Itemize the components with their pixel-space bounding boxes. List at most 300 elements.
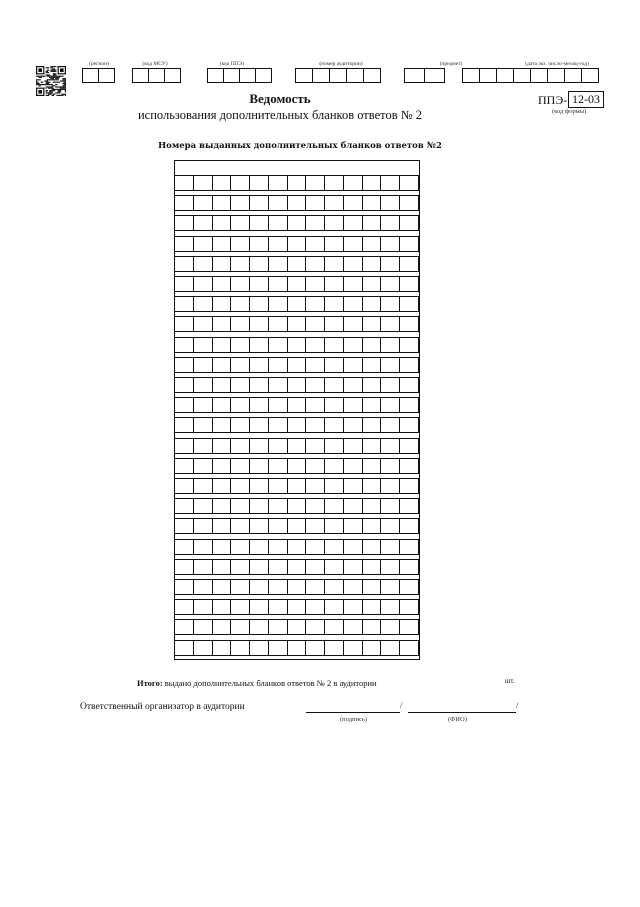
number-digit-box[interactable] xyxy=(381,398,400,412)
number-digit-box[interactable] xyxy=(175,439,194,453)
number-row[interactable] xyxy=(175,256,419,272)
number-digit-box[interactable] xyxy=(250,297,269,311)
number-digit-box[interactable] xyxy=(344,580,363,594)
number-digit-box[interactable] xyxy=(194,216,213,230)
number-digit-box[interactable] xyxy=(194,257,213,271)
number-digit-box[interactable] xyxy=(344,237,363,251)
number-digit-box[interactable] xyxy=(175,479,194,493)
number-digit-box[interactable] xyxy=(325,519,344,533)
number-digit-box[interactable] xyxy=(231,600,250,614)
number-digit-box[interactable] xyxy=(231,560,250,574)
number-digit-box[interactable] xyxy=(231,277,250,291)
number-digit-box[interactable] xyxy=(344,277,363,291)
number-digit-box[interactable] xyxy=(269,540,288,554)
number-digit-box[interactable] xyxy=(175,560,194,574)
number-digit-box[interactable] xyxy=(306,358,325,372)
number-digit-box[interactable] xyxy=(175,338,194,352)
number-digit-box[interactable] xyxy=(175,176,194,190)
number-row[interactable] xyxy=(175,377,419,393)
number-digit-box[interactable] xyxy=(288,540,307,554)
number-digit-box[interactable] xyxy=(363,499,382,513)
number-digit-box[interactable] xyxy=(363,277,382,291)
number-digit-box[interactable] xyxy=(306,459,325,473)
number-digit-box[interactable] xyxy=(363,479,382,493)
number-digit-box[interactable] xyxy=(194,378,213,392)
number-digit-box[interactable] xyxy=(344,479,363,493)
number-digit-box[interactable] xyxy=(250,176,269,190)
number-digit-box[interactable] xyxy=(325,358,344,372)
number-digit-box[interactable] xyxy=(344,338,363,352)
number-digit-box[interactable] xyxy=(306,439,325,453)
digit-box[interactable] xyxy=(312,68,330,83)
number-row[interactable] xyxy=(175,518,419,534)
number-row[interactable] xyxy=(175,276,419,292)
number-digit-box[interactable] xyxy=(194,479,213,493)
number-digit-box[interactable] xyxy=(400,277,419,291)
number-digit-box[interactable] xyxy=(363,459,382,473)
number-digit-box[interactable] xyxy=(250,237,269,251)
number-row[interactable] xyxy=(175,498,419,514)
number-digit-box[interactable] xyxy=(194,560,213,574)
number-digit-box[interactable] xyxy=(213,641,232,655)
digit-box[interactable] xyxy=(132,68,149,83)
digit-box[interactable] xyxy=(547,68,565,83)
number-digit-box[interactable] xyxy=(269,338,288,352)
number-digit-box[interactable] xyxy=(288,620,307,634)
number-digit-box[interactable] xyxy=(213,580,232,594)
number-digit-box[interactable] xyxy=(306,540,325,554)
number-digit-box[interactable] xyxy=(213,196,232,210)
number-digit-box[interactable] xyxy=(363,620,382,634)
number-digit-box[interactable] xyxy=(381,499,400,513)
number-digit-box[interactable] xyxy=(269,297,288,311)
number-digit-box[interactable] xyxy=(250,459,269,473)
number-digit-box[interactable] xyxy=(250,519,269,533)
number-digit-box[interactable] xyxy=(325,257,344,271)
exam-date-field[interactable] xyxy=(462,68,599,83)
number-digit-box[interactable] xyxy=(288,257,307,271)
number-digit-box[interactable] xyxy=(231,196,250,210)
number-digit-box[interactable] xyxy=(175,499,194,513)
number-digit-box[interactable] xyxy=(306,418,325,432)
number-row[interactable] xyxy=(175,458,419,474)
number-digit-box[interactable] xyxy=(325,600,344,614)
number-digit-box[interactable] xyxy=(363,257,382,271)
digit-box[interactable] xyxy=(462,68,480,83)
digit-box[interactable] xyxy=(295,68,313,83)
number-digit-box[interactable] xyxy=(213,317,232,331)
number-digit-box[interactable] xyxy=(175,196,194,210)
digit-box[interactable] xyxy=(98,68,115,83)
digit-box[interactable] xyxy=(329,68,347,83)
number-digit-box[interactable] xyxy=(288,176,307,190)
number-digit-box[interactable] xyxy=(400,297,419,311)
number-digit-box[interactable] xyxy=(231,439,250,453)
number-row[interactable] xyxy=(175,357,419,373)
number-digit-box[interactable] xyxy=(400,418,419,432)
number-digit-box[interactable] xyxy=(288,459,307,473)
number-digit-box[interactable] xyxy=(288,297,307,311)
number-digit-box[interactable] xyxy=(381,459,400,473)
digit-box[interactable] xyxy=(82,68,99,83)
number-digit-box[interactable] xyxy=(306,216,325,230)
number-digit-box[interactable] xyxy=(231,338,250,352)
signature-field[interactable] xyxy=(306,700,403,713)
number-digit-box[interactable] xyxy=(381,439,400,453)
number-digit-box[interactable] xyxy=(231,580,250,594)
digit-box[interactable] xyxy=(581,68,599,83)
digit-box[interactable] xyxy=(148,68,165,83)
number-digit-box[interactable] xyxy=(381,297,400,311)
number-digit-box[interactable] xyxy=(250,338,269,352)
number-digit-box[interactable] xyxy=(400,620,419,634)
digit-box[interactable] xyxy=(239,68,256,83)
number-digit-box[interactable] xyxy=(175,580,194,594)
number-digit-box[interactable] xyxy=(325,620,344,634)
number-digit-box[interactable] xyxy=(269,600,288,614)
number-digit-box[interactable] xyxy=(269,358,288,372)
number-digit-box[interactable] xyxy=(363,641,382,655)
number-digit-box[interactable] xyxy=(363,317,382,331)
number-row[interactable] xyxy=(175,417,419,433)
number-digit-box[interactable] xyxy=(381,358,400,372)
number-digit-box[interactable] xyxy=(344,560,363,574)
number-digit-box[interactable] xyxy=(231,418,250,432)
number-digit-box[interactable] xyxy=(213,176,232,190)
number-digit-box[interactable] xyxy=(194,439,213,453)
number-row[interactable] xyxy=(175,215,419,231)
number-digit-box[interactable] xyxy=(306,600,325,614)
number-digit-box[interactable] xyxy=(269,378,288,392)
number-digit-box[interactable] xyxy=(363,237,382,251)
number-digit-box[interactable] xyxy=(175,540,194,554)
number-digit-box[interactable] xyxy=(306,196,325,210)
number-digit-box[interactable] xyxy=(213,418,232,432)
number-digit-box[interactable] xyxy=(344,641,363,655)
number-row[interactable] xyxy=(175,438,419,454)
number-digit-box[interactable] xyxy=(381,641,400,655)
number-digit-box[interactable] xyxy=(288,237,307,251)
number-digit-box[interactable] xyxy=(269,237,288,251)
number-digit-box[interactable] xyxy=(288,378,307,392)
number-digit-box[interactable] xyxy=(363,338,382,352)
number-digit-box[interactable] xyxy=(175,641,194,655)
number-digit-box[interactable] xyxy=(231,499,250,513)
number-digit-box[interactable] xyxy=(288,499,307,513)
number-digit-box[interactable] xyxy=(231,358,250,372)
number-digit-box[interactable] xyxy=(306,297,325,311)
number-digit-box[interactable] xyxy=(231,540,250,554)
number-digit-box[interactable] xyxy=(269,418,288,432)
digit-box[interactable] xyxy=(346,68,364,83)
number-row[interactable] xyxy=(175,316,419,332)
number-digit-box[interactable] xyxy=(400,600,419,614)
number-digit-box[interactable] xyxy=(363,418,382,432)
digit-box[interactable] xyxy=(530,68,548,83)
room-number-field[interactable] xyxy=(295,68,381,83)
number-digit-box[interactable] xyxy=(213,540,232,554)
number-digit-box[interactable] xyxy=(288,439,307,453)
number-digit-box[interactable] xyxy=(325,297,344,311)
number-digit-box[interactable] xyxy=(231,216,250,230)
number-digit-box[interactable] xyxy=(213,499,232,513)
number-digit-box[interactable] xyxy=(400,338,419,352)
number-digit-box[interactable] xyxy=(288,600,307,614)
number-digit-box[interactable] xyxy=(194,277,213,291)
number-digit-box[interactable] xyxy=(400,439,419,453)
number-digit-box[interactable] xyxy=(400,378,419,392)
number-digit-box[interactable] xyxy=(400,479,419,493)
number-digit-box[interactable] xyxy=(213,277,232,291)
number-digit-box[interactable] xyxy=(194,317,213,331)
number-digit-box[interactable] xyxy=(250,358,269,372)
number-digit-box[interactable] xyxy=(288,519,307,533)
number-digit-box[interactable] xyxy=(344,540,363,554)
number-digit-box[interactable] xyxy=(288,641,307,655)
number-digit-box[interactable] xyxy=(381,540,400,554)
number-digit-box[interactable] xyxy=(269,216,288,230)
number-digit-box[interactable] xyxy=(363,297,382,311)
number-digit-box[interactable] xyxy=(363,600,382,614)
number-digit-box[interactable] xyxy=(231,519,250,533)
number-digit-box[interactable] xyxy=(231,620,250,634)
number-digit-box[interactable] xyxy=(175,418,194,432)
number-digit-box[interactable] xyxy=(175,297,194,311)
number-row[interactable] xyxy=(175,579,419,595)
number-digit-box[interactable] xyxy=(231,317,250,331)
number-row[interactable] xyxy=(175,175,419,191)
number-digit-box[interactable] xyxy=(400,641,419,655)
number-digit-box[interactable] xyxy=(400,257,419,271)
number-digit-box[interactable] xyxy=(269,277,288,291)
number-row[interactable] xyxy=(175,559,419,575)
number-digit-box[interactable] xyxy=(288,560,307,574)
number-digit-box[interactable] xyxy=(231,479,250,493)
number-digit-box[interactable] xyxy=(250,479,269,493)
number-digit-box[interactable] xyxy=(269,519,288,533)
number-digit-box[interactable] xyxy=(344,317,363,331)
full-name-field[interactable] xyxy=(408,700,519,713)
number-digit-box[interactable] xyxy=(363,358,382,372)
number-digit-box[interactable] xyxy=(250,257,269,271)
number-digit-box[interactable] xyxy=(400,317,419,331)
digit-box[interactable] xyxy=(363,68,381,83)
number-row[interactable] xyxy=(175,397,419,413)
number-row[interactable] xyxy=(175,619,419,635)
number-digit-box[interactable] xyxy=(381,277,400,291)
number-digit-box[interactable] xyxy=(288,479,307,493)
number-digit-box[interactable] xyxy=(194,600,213,614)
number-row[interactable] xyxy=(175,640,419,656)
number-digit-box[interactable] xyxy=(325,479,344,493)
number-digit-box[interactable] xyxy=(344,398,363,412)
number-digit-box[interactable] xyxy=(325,459,344,473)
number-digit-box[interactable] xyxy=(194,641,213,655)
number-digit-box[interactable] xyxy=(194,540,213,554)
number-digit-box[interactable] xyxy=(288,277,307,291)
number-digit-box[interactable] xyxy=(194,519,213,533)
number-digit-box[interactable] xyxy=(325,378,344,392)
number-digit-box[interactable] xyxy=(381,237,400,251)
number-digit-box[interactable] xyxy=(381,378,400,392)
number-digit-box[interactable] xyxy=(213,439,232,453)
number-digit-box[interactable] xyxy=(400,540,419,554)
number-digit-box[interactable] xyxy=(400,196,419,210)
number-digit-box[interactable] xyxy=(325,641,344,655)
number-digit-box[interactable] xyxy=(344,378,363,392)
number-digit-box[interactable] xyxy=(175,216,194,230)
number-digit-box[interactable] xyxy=(400,459,419,473)
number-digit-box[interactable] xyxy=(194,580,213,594)
number-digit-box[interactable] xyxy=(250,317,269,331)
number-row[interactable] xyxy=(175,478,419,494)
number-digit-box[interactable] xyxy=(250,600,269,614)
number-row[interactable] xyxy=(175,337,419,353)
number-digit-box[interactable] xyxy=(363,580,382,594)
number-digit-box[interactable] xyxy=(325,418,344,432)
digit-box[interactable] xyxy=(513,68,531,83)
number-digit-box[interactable] xyxy=(213,620,232,634)
number-digit-box[interactable] xyxy=(194,176,213,190)
number-digit-box[interactable] xyxy=(231,176,250,190)
region-code-field[interactable] xyxy=(82,68,115,83)
number-digit-box[interactable] xyxy=(381,560,400,574)
number-digit-box[interactable] xyxy=(269,620,288,634)
number-digit-box[interactable] xyxy=(325,560,344,574)
number-digit-box[interactable] xyxy=(325,277,344,291)
number-digit-box[interactable] xyxy=(231,257,250,271)
number-digit-box[interactable] xyxy=(306,176,325,190)
number-digit-box[interactable] xyxy=(231,237,250,251)
number-digit-box[interactable] xyxy=(306,237,325,251)
number-digit-box[interactable] xyxy=(231,641,250,655)
number-digit-box[interactable] xyxy=(194,398,213,412)
number-digit-box[interactable] xyxy=(344,196,363,210)
number-digit-box[interactable] xyxy=(325,398,344,412)
number-digit-box[interactable] xyxy=(400,237,419,251)
number-digit-box[interactable] xyxy=(194,237,213,251)
number-digit-box[interactable] xyxy=(381,620,400,634)
digit-box[interactable] xyxy=(223,68,240,83)
number-digit-box[interactable] xyxy=(194,358,213,372)
number-digit-box[interactable] xyxy=(175,378,194,392)
number-digit-box[interactable] xyxy=(250,277,269,291)
number-digit-box[interactable] xyxy=(381,317,400,331)
number-digit-box[interactable] xyxy=(325,580,344,594)
number-digit-box[interactable] xyxy=(250,196,269,210)
number-digit-box[interactable] xyxy=(194,620,213,634)
number-digit-box[interactable] xyxy=(213,378,232,392)
number-digit-box[interactable] xyxy=(250,439,269,453)
number-digit-box[interactable] xyxy=(250,560,269,574)
number-digit-box[interactable] xyxy=(288,317,307,331)
digit-box[interactable] xyxy=(479,68,497,83)
number-row[interactable] xyxy=(175,236,419,252)
number-digit-box[interactable] xyxy=(306,620,325,634)
number-digit-box[interactable] xyxy=(250,398,269,412)
number-digit-box[interactable] xyxy=(213,398,232,412)
number-digit-box[interactable] xyxy=(363,519,382,533)
digit-box[interactable] xyxy=(164,68,181,83)
number-digit-box[interactable] xyxy=(363,560,382,574)
number-digit-box[interactable] xyxy=(269,560,288,574)
digit-box[interactable] xyxy=(424,68,445,83)
number-digit-box[interactable] xyxy=(344,297,363,311)
digit-box[interactable] xyxy=(255,68,272,83)
number-digit-box[interactable] xyxy=(175,398,194,412)
number-digit-box[interactable] xyxy=(400,519,419,533)
number-digit-box[interactable] xyxy=(269,196,288,210)
number-digit-box[interactable] xyxy=(363,196,382,210)
number-digit-box[interactable] xyxy=(213,459,232,473)
number-digit-box[interactable] xyxy=(344,519,363,533)
number-digit-box[interactable] xyxy=(306,499,325,513)
number-digit-box[interactable] xyxy=(288,196,307,210)
number-digit-box[interactable] xyxy=(231,297,250,311)
number-digit-box[interactable] xyxy=(344,499,363,513)
number-digit-box[interactable] xyxy=(325,237,344,251)
number-digit-box[interactable] xyxy=(306,479,325,493)
number-digit-box[interactable] xyxy=(325,499,344,513)
number-row[interactable] xyxy=(175,195,419,211)
number-digit-box[interactable] xyxy=(306,560,325,574)
number-digit-box[interactable] xyxy=(250,216,269,230)
number-digit-box[interactable] xyxy=(175,257,194,271)
number-digit-box[interactable] xyxy=(269,398,288,412)
number-digit-box[interactable] xyxy=(269,641,288,655)
number-digit-box[interactable] xyxy=(288,398,307,412)
number-digit-box[interactable] xyxy=(363,398,382,412)
number-digit-box[interactable] xyxy=(400,216,419,230)
number-digit-box[interactable] xyxy=(344,176,363,190)
number-digit-box[interactable] xyxy=(344,600,363,614)
number-digit-box[interactable] xyxy=(194,499,213,513)
number-digit-box[interactable] xyxy=(175,277,194,291)
number-digit-box[interactable] xyxy=(306,398,325,412)
number-digit-box[interactable] xyxy=(213,257,232,271)
number-digit-box[interactable] xyxy=(269,459,288,473)
number-digit-box[interactable] xyxy=(213,479,232,493)
number-digit-box[interactable] xyxy=(344,216,363,230)
number-digit-box[interactable] xyxy=(306,641,325,655)
number-digit-box[interactable] xyxy=(175,600,194,614)
number-digit-box[interactable] xyxy=(269,176,288,190)
number-row[interactable] xyxy=(175,296,419,312)
number-digit-box[interactable] xyxy=(175,358,194,372)
msu-code-field[interactable] xyxy=(132,68,181,83)
number-digit-box[interactable] xyxy=(381,479,400,493)
number-digit-box[interactable] xyxy=(344,418,363,432)
number-digit-box[interactable] xyxy=(400,176,419,190)
digit-box[interactable] xyxy=(496,68,514,83)
number-digit-box[interactable] xyxy=(250,641,269,655)
number-digit-box[interactable] xyxy=(175,459,194,473)
number-digit-box[interactable] xyxy=(288,418,307,432)
number-digit-box[interactable] xyxy=(400,358,419,372)
number-digit-box[interactable] xyxy=(269,439,288,453)
number-digit-box[interactable] xyxy=(194,297,213,311)
number-digit-box[interactable] xyxy=(363,540,382,554)
number-digit-box[interactable] xyxy=(250,418,269,432)
subject-code-field[interactable] xyxy=(404,68,445,83)
number-digit-box[interactable] xyxy=(250,540,269,554)
number-digit-box[interactable] xyxy=(194,418,213,432)
number-digit-box[interactable] xyxy=(269,257,288,271)
number-digit-box[interactable] xyxy=(194,338,213,352)
number-digit-box[interactable] xyxy=(363,378,382,392)
number-digit-box[interactable] xyxy=(213,358,232,372)
number-digit-box[interactable] xyxy=(306,378,325,392)
